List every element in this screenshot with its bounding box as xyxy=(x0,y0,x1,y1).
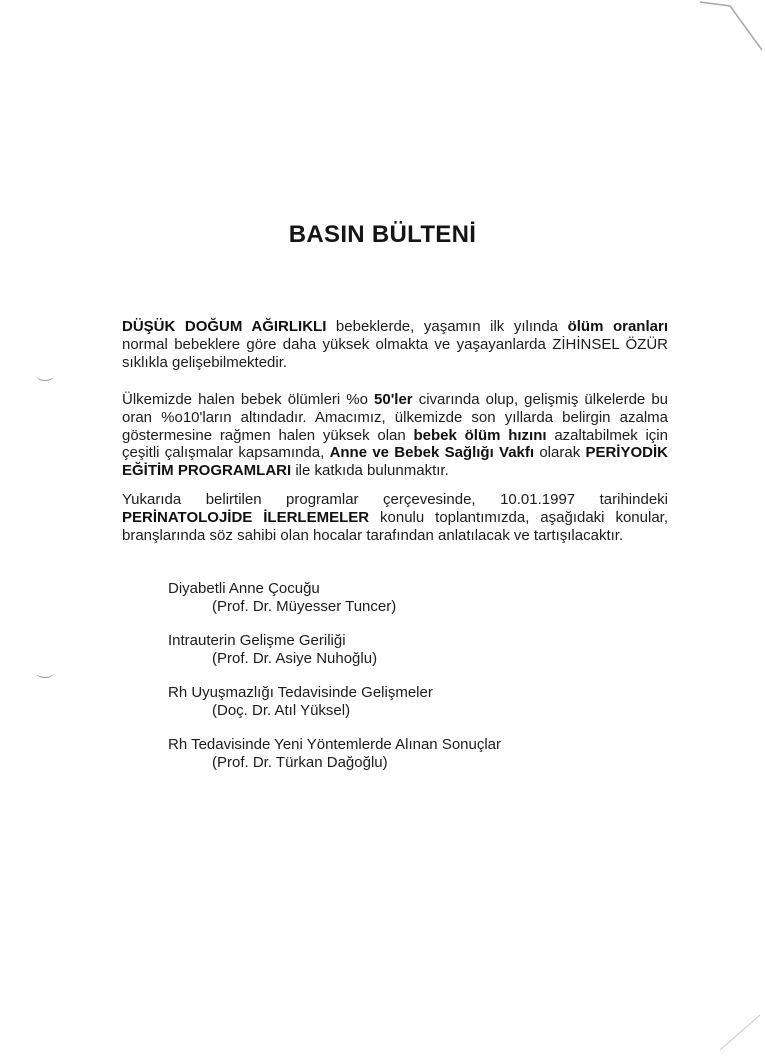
text-span: civarında olup, gelişmiş ülkelerde bu oran %o10'ların altındadır. Amacımız, ülkemizde son yıllarda belirgin azalma göstermesine rağmen halen yüksek olan xyxy=(122,391,669,444)
bold-phrase: ölüm oranları xyxy=(567,318,668,335)
topic-title: Intrauterin Gelişme Geriliği xyxy=(168,632,346,649)
list-item xyxy=(168,736,501,772)
bold-phrase: PERİYODİK EĞİTİM PROGRAMLARI xyxy=(122,444,668,480)
text-span: bebeklerde, yaşamın ilk yılında xyxy=(326,318,568,335)
text-span: Ülkemizde halen bebek ölümleri %o xyxy=(122,391,375,408)
paragraph-mortality-rates xyxy=(122,391,668,480)
list-item xyxy=(168,632,501,668)
paragraph-meeting-announcement xyxy=(122,491,668,544)
text-span: olarak xyxy=(534,444,586,462)
topic-presenter: (Doç. Dr. Atıl Yüksel) xyxy=(212,702,351,719)
punch-hole-mark-lower xyxy=(36,667,54,678)
bold-phrase: Anne ve Bebek Sağlığı Vakfı xyxy=(329,444,535,462)
page-title: BASIN BÜLTENİ xyxy=(288,221,477,248)
topic-title: Diyabetli Anne Çocuğu xyxy=(168,580,320,597)
bold-phrase: PERİNATOLOJİDE İLERLEMELER xyxy=(122,508,370,526)
topic-presenter: (Prof. Dr. Müyesser Tuncer) xyxy=(212,598,397,615)
topic-presenter: (Prof. Dr. Türkan Dağoğlu) xyxy=(212,754,388,771)
topic-presenter: (Prof. Dr. Asiye Nuhoğlu) xyxy=(212,650,378,667)
topic-title: Rh Tedavisinde Yeni Yöntemlerde Alınan Sonuçlar xyxy=(168,736,502,753)
bold-phrase: DÜŞÜK DOĞUM AĞIRLIKLI xyxy=(122,318,327,335)
scan-edge-bottom-right xyxy=(700,1000,765,1057)
scan-edge-top-right xyxy=(700,0,765,60)
paragraph-low-birth-weight xyxy=(122,318,668,371)
text-span: ile katkıda bulunmaktır. xyxy=(291,462,449,480)
text-span: konulu toplantımızda, aşağıdaki konular, branşlarında söz sahibi olan hocalar tarafından anlatılacak ve tartışılacaktır. xyxy=(122,508,668,544)
text-span: azaltabilmek için çeşitli çalışmalar kapsamında, xyxy=(122,426,668,462)
topics-list xyxy=(168,580,501,788)
text-span: normal bebeklere göre daha yüksek olmakta ve yaşayanlarda ZİHİNSEL ÖZÜR sıklıkla gelişebilmektedir. xyxy=(122,335,668,371)
bold-phrase: 50'ler xyxy=(374,391,413,408)
list-item xyxy=(168,580,501,616)
punch-hole-mark-upper xyxy=(36,370,54,381)
text-span: Yukarıda belirtilen programlar çerçevesinde, 10.01.1997 tarihindeki xyxy=(122,491,668,508)
list-item xyxy=(168,684,501,720)
topic-title: Rh Uyuşmazlığı Tedavisinde Gelişmeler xyxy=(168,684,433,701)
bold-phrase: bebek ölüm hızını xyxy=(413,426,547,444)
